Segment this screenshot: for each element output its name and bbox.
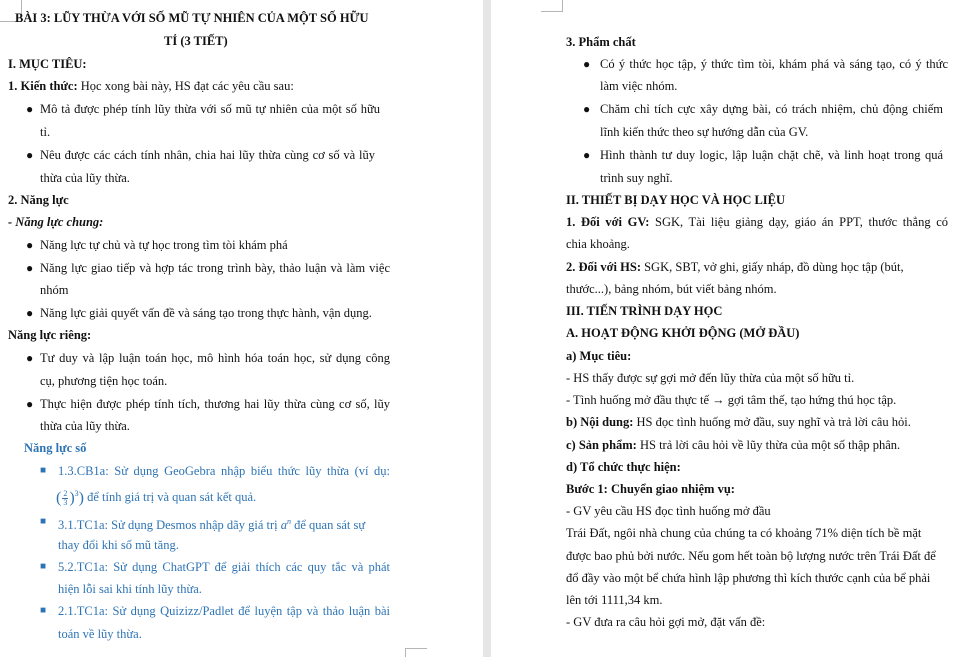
knowledge-line [8,78,294,94]
knowledge-text: Học xong bài này, HS đạt các yêu cầu sau: [77,79,294,93]
bullet-icon: ● [26,351,34,365]
student-materials-line2: thước...), bảng nhóm, bút viết bảng nhóm. [566,282,777,296]
bullet-icon: ● [26,148,34,162]
teacher-materials-line1: 1. Đối với GV: SGK, Tài liệu giảng dạy, giáo án PPT, thước thẳng có [566,215,948,229]
general-competency-bullet-3: Năng lực giải quyết vấn đề và sáng tạo trong thực hành, vận dụng. [40,306,372,320]
passage-line-3: đổ đầy vào một bể chứa hình lập phương thì kích thước cạnh của bể phải [566,571,931,585]
specific-competency-heading: Năng lực riêng: [8,328,92,342]
bullet-icon: ● [26,397,34,411]
bullet-icon: ■ [40,605,47,616]
passage-line-2: được bao phủ bởi nước. Nếu gom hết toàn bộ lượng nước trên Trái Đất để [566,549,936,563]
objective-label: a) Mục tiêu: [566,349,632,363]
organization-label: d) Tổ chức thực hiện: [566,460,681,474]
digital-bullet-4-line1: 2.1.TC1a: Sử dụng Quizizz/Padlet để luyện tập và thảo luận bài [58,604,390,618]
specific-competency-bullet-2-line1: Thực hiện được phép tính tích, thương hai lũy thừa cùng cơ số, lũy [40,397,390,411]
lesson-title-line1: BÀI 3: LŨY THỪA VỚI SỐ MŨ TỰ NHIÊN CỦA MỘT SỐ HỮU [15,11,369,25]
knowledge-bullet-2-line1: Nêu được các cách tính nhân, chia hai lũy thừa cùng cơ số và lũy [40,148,375,162]
knowledge-label: 1. Kiến thức: [8,79,78,93]
bullet-icon: ● [583,102,591,116]
bullet-icon: ■ [40,561,47,572]
step-1-label: Bước 1: Chuyển giao nhiệm vụ: [566,482,735,496]
bullet-icon: ● [26,306,34,320]
general-competency-bullet-2-line2: nhóm [40,283,69,297]
general-competency-heading: - Năng lực chung: [8,215,104,229]
qualities-bullet-1-line1: Có ý thức học tập, ý thức tìm tòi, khám phá và sáng tạo, có ý thức [600,57,948,71]
qualities-bullet-3-line1: Hình thành tư duy logic, lập luận chặt chẽ, và linh hoạt trong quá [600,148,943,162]
activity-a-heading: A. HOẠT ĐỘNG KHỞI ĐỘNG (MỞ ĐẦU) [566,326,800,340]
bullet-icon: ● [26,261,34,275]
digital-competency-heading: Năng lực số [24,441,87,455]
passage-line-4: lên tới 1111,34 km. [566,593,663,607]
specific-competency-bullet-1-line1: Tư duy và lập luận toán học, mô hình hóa toán học, sử dụng công [40,351,390,365]
digital-bullet-4-line2: toán về lũy thừa. [58,627,142,641]
qualities-bullet-1-line2: làm việc nhóm. [600,79,678,93]
math-paren: ) [78,489,84,507]
qualities-heading: 3. Phẩm chất [566,35,636,49]
passage-line-1: Trái Đất, ngôi nhà chung của chúng ta có khoảng 71% diện tích bề mặt [566,526,922,540]
bullet-icon: ■ [40,516,47,527]
competency-heading: 2. Năng lực [8,193,69,207]
math-paren: ) [69,489,75,507]
digital-bullet-3-line1: 5.2.TC1a: Sử dụng ChatGPT để giải thích các quy tắc và phát [58,560,390,574]
left-page [0,0,483,657]
qualities-bullet-3-line2: trình suy nghĩ. [600,171,673,185]
section-heading-objectives: I. MỤC TIÊU: [8,57,87,71]
bullet-icon: ● [583,148,591,162]
bullet-icon: ● [26,102,34,116]
question-line-1: - GV đưa ra câu hỏi gợi mở, đặt vấn đề: [566,615,766,629]
digital-bullet-2-line2: thay đổi khi số mũ tăng. [58,538,179,552]
bullet-icon: ■ [40,465,47,476]
objective-line-2: - Tình huống mở đầu thực tế → gợi tâm thế, tạo hứng thú học tập. [566,393,897,407]
content-line: b) Nội dung: HS đọc tình huống mở đầu, suy nghĩ và trả lời câu hỏi. [566,415,911,429]
specific-competency-bullet-1-line2: cụ, phương tiện học toán. [40,374,168,388]
digital-bullet-2-line1: 3.1.TC1a: Sử dụng Desmos nhập dãy giá trị $a^n$ để quan sát sự [58,517,366,533]
lesson-title-line2: TỈ (3 TIẾT) [164,34,228,48]
bullet-icon: ● [583,57,591,71]
digital-bullet-1-line2: ( $\frac{2}{3}$ )$^3$) để tính giá trị và quan sát kết quả. [56,488,257,507]
general-competency-bullet-2-line1: Năng lực giao tiếp và hợp tác trong trình bày, thảo luận và làm việc [40,261,390,275]
math-paren: ( [56,489,62,507]
specific-competency-bullet-2-line2: thừa của lũy thừa. [40,419,130,433]
step-1-line-1: - GV yêu cầu HS đọc tình huống mở đầu [566,504,771,518]
knowledge-bullet-1-line1: Mô tả được phép tính lũy thừa với số mũ tự nhiên của một số hữu [40,102,380,116]
bullet-icon: ● [26,238,34,252]
student-materials-line1: 2. Đối với HS: SGK, SBT, vở ghi, giấy nháp, đồ dùng học tập (bút, [566,260,904,274]
section-heading-equipment: II. THIẾT BỊ DẠY HỌC VÀ HỌC LIỆU [566,193,786,207]
math-exponent: 3 [74,489,79,498]
right-page [491,0,975,657]
objective-line-1: - HS thấy được sự gợi mở đến lũy thừa của một số hữu tỉ. [566,371,855,385]
page-corner-mark [541,0,563,12]
general-competency-bullet-1: Năng lực tự chủ và tự học trong tìm tòi khám phá [40,238,288,252]
knowledge-bullet-2-line2: thừa của lũy thừa. [40,171,130,185]
digital-bullet-1-line1: 1.3.CB1a: Sử dụng GeoGebra nhập biểu thức lũy thừa (ví dụ: [58,464,390,478]
qualities-bullet-2-line2: lĩnh kiến thức theo sự hướng dẫn của GV. [600,125,809,139]
teacher-materials-line2: chia khoảng. [566,237,630,251]
math-fraction: $\frac{2}{3}$ [63,488,68,507]
product-line: c) Sản phẩm: HS trả lời câu hỏi về lũy thừa của một số thập phân. [566,438,901,452]
knowledge-bullet-1-line2: tỉ. [40,125,51,139]
page-corner-mark [405,648,427,657]
qualities-bullet-2-line1: Chăm chỉ tích cực xây dựng bài, có trách nhiệm, chủ động chiếm [600,102,943,116]
section-heading-process: III. TIẾN TRÌNH DẠY HỌC [566,304,723,318]
digital-bullet-3-line2: hiện lỗi sai khi tính lũy thừa. [58,582,202,596]
